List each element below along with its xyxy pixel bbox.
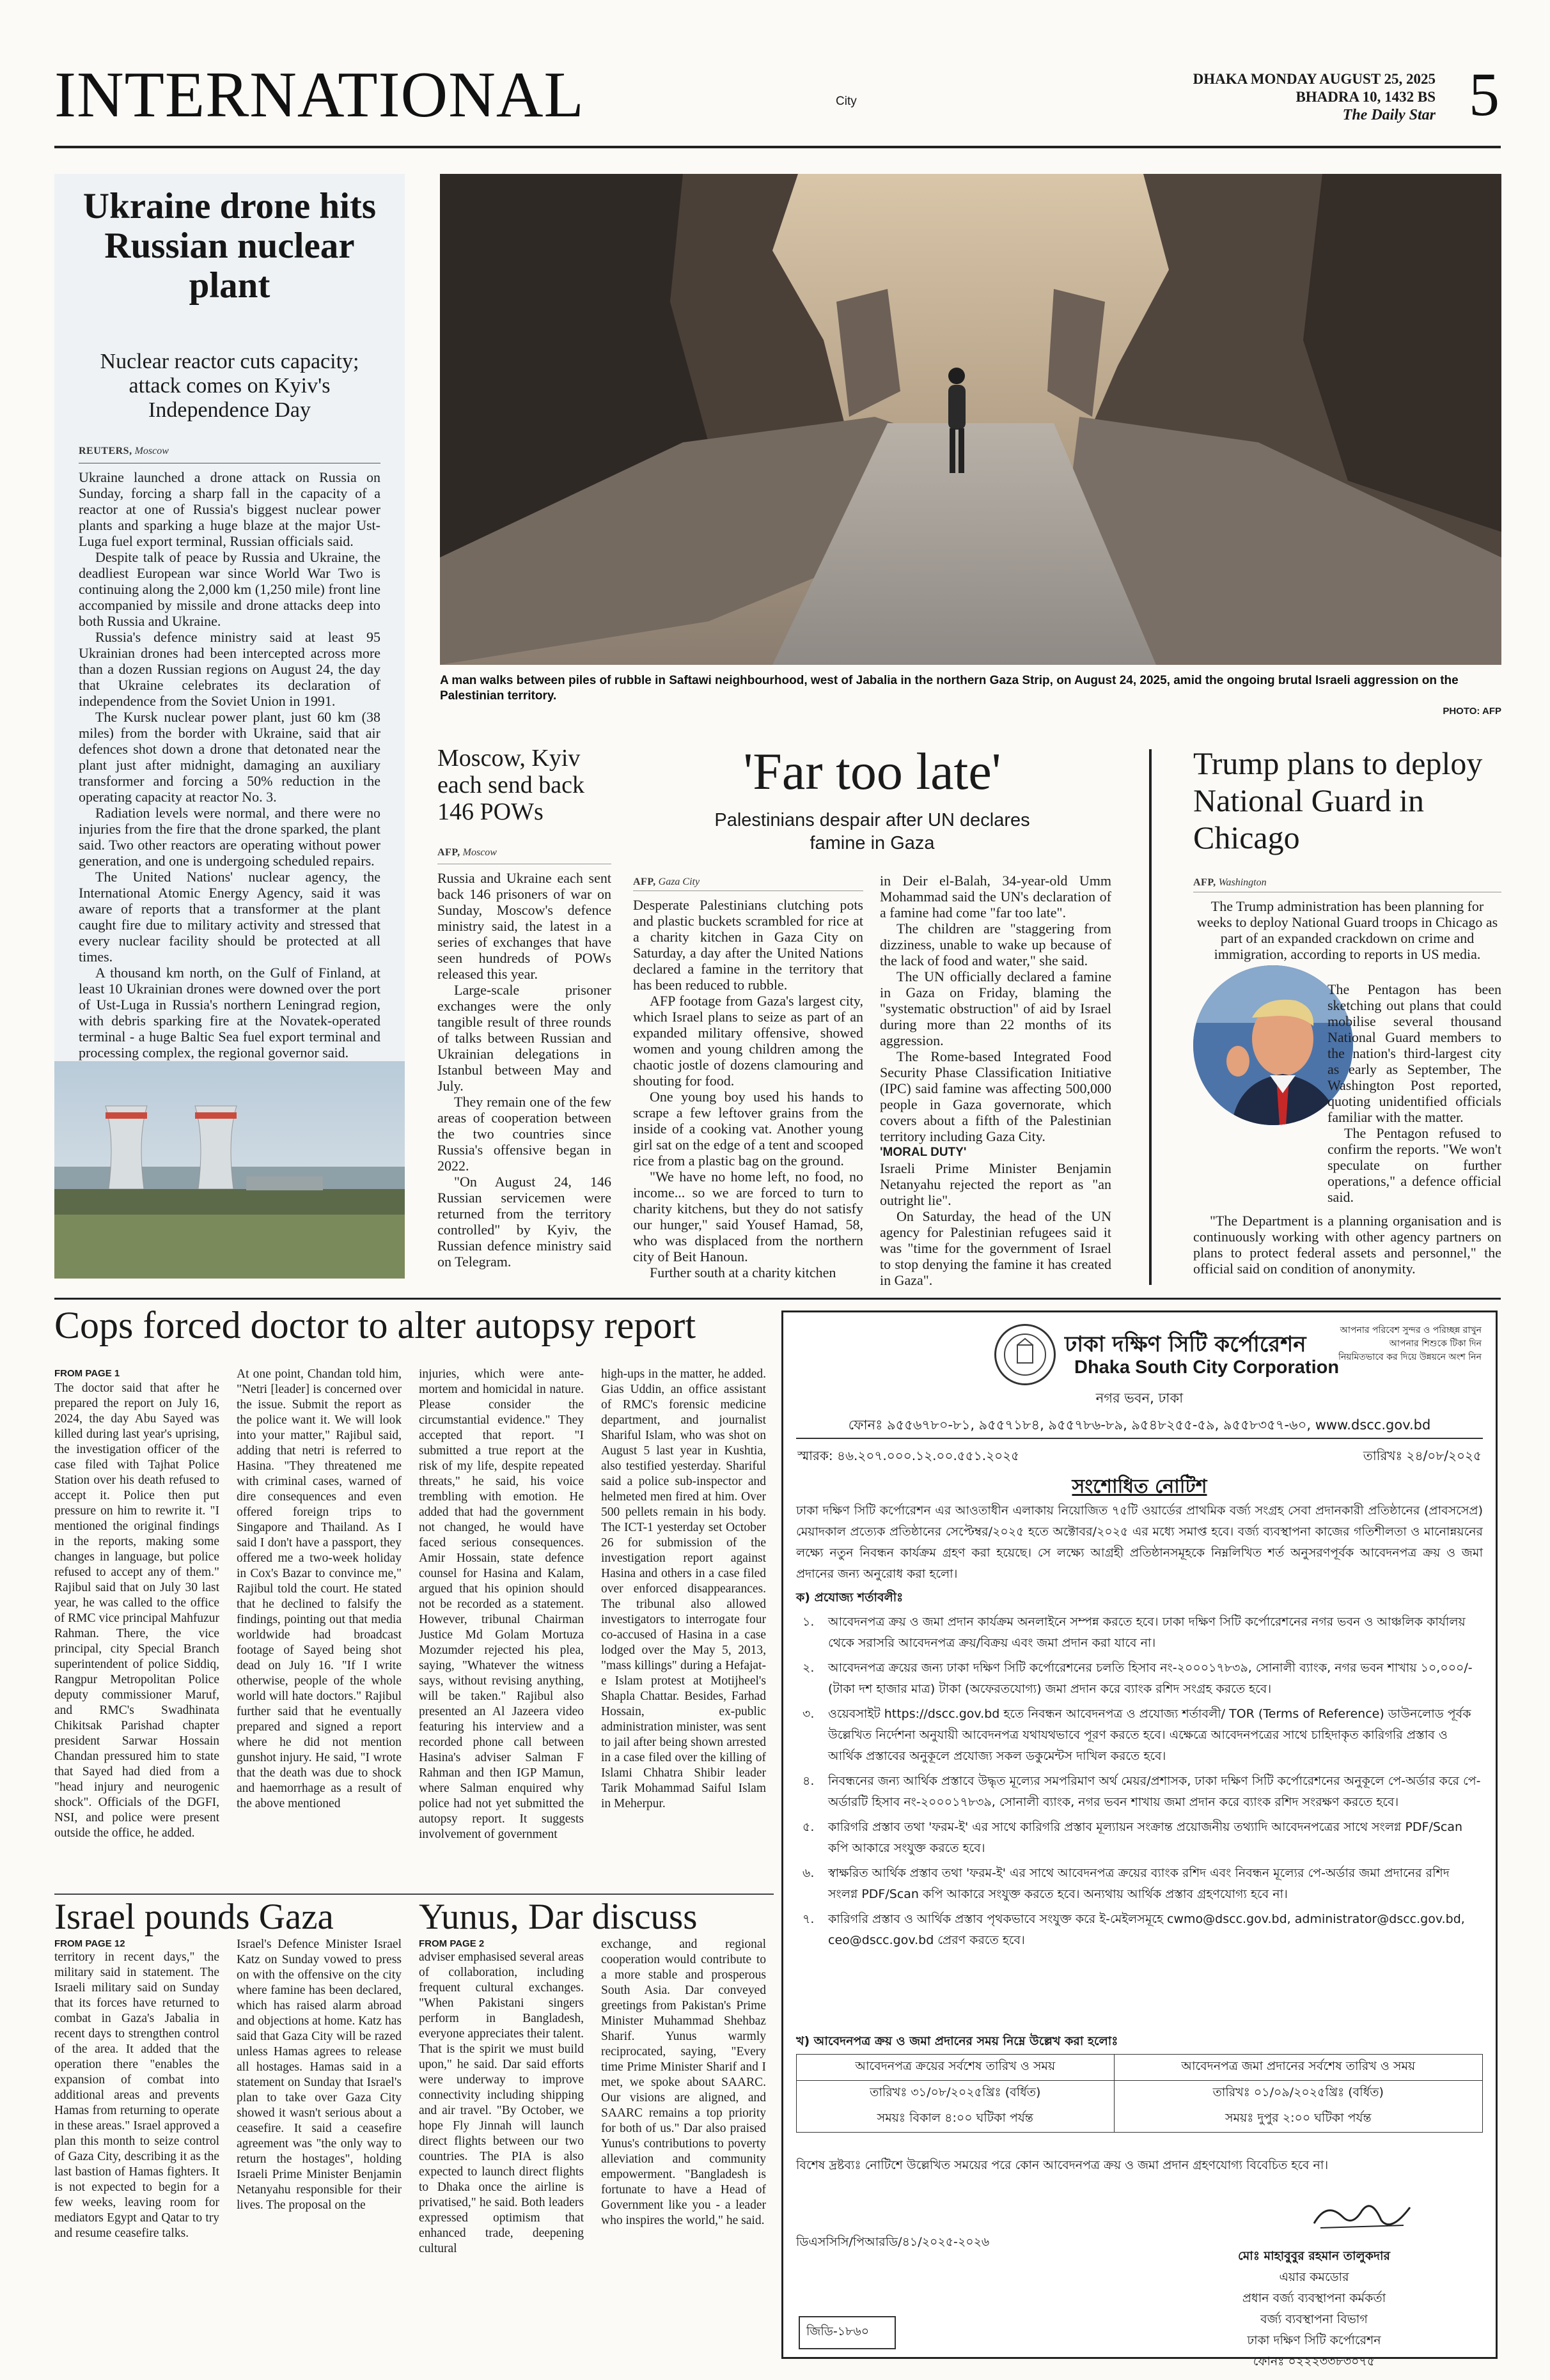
nuclear-plant-image (54, 1061, 405, 1279)
dscc-date: তারিখঃ ২৪/০৮/২০২৫ (1363, 1448, 1482, 1463)
condition-2-text: আবেদনপত্র ক্রয়ের জন্য ঢাকা দক্ষিণ সিটি কর্পোরেশনের চলতি হিসাব নং-২০০০১৭৮৩৯, সোনালী ব্যাংক, নগর ভবন শাখায় ১০,০০০/- (টাকা দশ হাজার মাত্র) টাকা (অফেরতযোগ্য) জমা প্রদান করে ব্যাংক রশিদ সংগ্রহ করতে হবে। (828, 1661, 1473, 1696)
condition-1-text: আবেদনপত্র ক্রয় ও জমা প্রদান কার্যক্রম অনলাইনে সম্পন্ন করতে হবে। ঢাকা দক্ষিণ সিটি কর্পোরেশনের নগর ভবন ও আঞ্চলিক কার্যালয় থেকে সরাসরি আবেদনপত্র ক্রয়/বিক্রয় এবং জমা প্রদান করা যাবে না। (828, 1615, 1466, 1650)
condition-7-text: কারিগরি প্রস্তাব ও আর্থিক প্রস্তাব পৃথকভাবে সংযুক্ত করে ই-মেইলসমূহে cwmo@dscc.gov.bd, administrator@dscc.gov.bd, ceo@dscc.gov.bd প্রেরণ করতে হবে। (828, 1912, 1465, 1947)
cops-bottom-rule (54, 1894, 774, 1895)
table-purchase-time: সময়ঃ বিকাল ৪:০০ ঘটিকা পর্যন্ত (797, 2106, 1115, 2133)
condition-3-text: ওয়েবসাইট https://dscc.gov.bd হতে নিবন্ধন আবেদনপত্র ও প্রযোজ্য শর্তাবলী/ TOR (Terms of Reference) ডাউনলোড পূর্বক উল্লেখিত নির্দেশনা অনুযায়ী আবেদনপত্র যথাযথভাবে পূরণ করতে হবে। এক্ষেত্রে আবেদনপত্রের সাথে চাহিদাকৃত কারিগরি প্রস্তাব ও আর্থিক প্রস্তাবের অনুকূলে প্রযোজ্য সকল ডকুমেন্টস দাখিল করতে হবে। (828, 1707, 1471, 1763)
slogan-1: আপনার পরিবেশ সুন্দর ও পরিচ্ছন্ন রাখুন (1340, 1325, 1482, 1335)
condition-3-num: ৩. (802, 1707, 815, 1721)
ukraine-deck: Nuclear reactor cuts capacity; attack comes on Kyiv's Independence Day (100, 350, 359, 422)
yunus-story (419, 1897, 774, 2370)
dscc-logo (994, 1324, 1056, 1385)
dscc-phones: ফোনঃ ৯৫৫৬৭৮০-৮১, ৯৫৫৭১৮৪, ৯৫৫৭৮৬-৮৯, ৯৫৪৮২৫৫-৫৯, ৯৫৫৮৩৫৭-৬০, www.dscc.gov.bd (848, 1417, 1431, 1433)
page-number: 5 (1469, 60, 1499, 128)
condition-2 (796, 1658, 1483, 1700)
mid-rule (54, 1298, 1501, 1300)
trump-agency: AFP, (1193, 877, 1216, 888)
paper-logo: The Daily Star (1342, 107, 1436, 123)
condition-6-text: স্বাক্ষরিত আর্থিক প্রস্তাব তথা 'ফরম-ই' এর সাথে আবেদনপত্র ক্রয়ের ব্যাংক রশিদ এবং নিবন্ধন মূল্যের পে-অর্ডার জমা প্রদানের রশিদ সংলগ্ন PDF/Scan কপি আকারে সংযুক্ত করতে হবে। অন্যথায় আর্থিক প্রস্তাব গ্রহণযোগ্য হবে না। (828, 1866, 1450, 1901)
condition-7-num: ৭. (802, 1912, 815, 1926)
notice-section-b: খ) আবেদনপত্র ক্রয় ও জমা প্রদানের সময় নিম্নে উল্লেখ করা হলোঃ (796, 2034, 1118, 2048)
famine-deck: Palestinians despair after UN declares famine in Gaza (714, 810, 1030, 853)
gaza-rubble-image (440, 174, 1501, 665)
condition-3 (796, 1704, 1483, 1767)
ukraine-p5: Radiation levels were normal, and there were no injuries from the fire that the drone sparked, the plant said. Two other reactors are operating without power generation, and one is undergoing scheduled repairs. (79, 805, 380, 869)
pows-p4: "On August 24, 146 Russian servicemen were returned from the territory controlled" by Kyiv, the Russian defence ministry said on Telegram. (437, 1174, 611, 1270)
ukraine-body (79, 469, 380, 1061)
masthead (54, 51, 1499, 141)
israel-headline: Israel pounds Gaza (54, 1897, 334, 1937)
yunus-from: FROM PAGE 2 (419, 1938, 485, 1949)
signatory-name: মোঃ মাহাবুবুর রহমান তালুকদার (1238, 2249, 1390, 2263)
ukraine-p1: Ukraine launched a drone attack on Russia on Sunday, forcing a sharp fall in the capacity of a reactor at one of Russia's biggest nuclear power plants and sparking a huge blaze at the major Ust-Luga fuel export terminal, Russian officials said. (79, 469, 380, 549)
famine-c1p1: Desperate Palestinians clutching pots and plastic buckets scrambled for rice at a charity kitchen in Gaza City on Saturday, a day after the United Nations declared a famine in the territory that has been reduced to rubble. (633, 897, 863, 993)
condition-2-num: ২. (802, 1661, 815, 1675)
ukraine-agency: REUTERS, (79, 446, 132, 456)
dscc-notice (781, 1311, 1498, 2368)
condition-1 (796, 1612, 1483, 1654)
table-header-purchase: আবেদনপত্র ক্রয়ের সর্বশেষ তারিখ ও সময় (797, 2055, 1115, 2081)
signatory-designation: প্রধান বর্জ্য ব্যবস্থাপনা কর্মকর্তা (1242, 2291, 1386, 2305)
condition-5 (796, 1817, 1483, 1859)
ukraine-credit (79, 446, 169, 457)
famine-c2p1: in Deir el-Balah, 34-year-old Umm Mohammad said the UN's declaration of a famine had come "far too late". (880, 873, 1111, 921)
famine-c1p2: AFP footage from Gaza's largest city, which Israel plans to seize as part of an expanded military offensive, showed women and young children among the chaotic jostle of dozens clamouring and shouting for food. (633, 993, 863, 1089)
trump-dateline: Washington (1218, 877, 1267, 888)
signatory-rank: এয়ার কমডোর (1279, 2270, 1349, 2284)
yunus-col2: exchange, and regional cooperation would contribute to a more stable and prosperous South Asia. Dar conveyed greetings from Pakistan's Prime Minister Muhammad Shehbaz Sharif. Yunus warmly reciprocated, saying, "Every time Prime Minister Sharif and I met, we spoke about SAARC. Our visions are aligned, and SAARC remains a top priority for both of us." Dar also praised Yunus's contributions to poverty alleviation and community empowerment. "Bangladesh is fortunate to have a Head of Government like you - a leader who inspires the world," he said. (601, 1938, 766, 2227)
pows-headline: Moscow, Kyiv each send back 146 POWs (437, 745, 584, 825)
israel-col1: territory in recent days," the military said in statement. The Israeli military said on Sunday that its forces have returned to combat in Gaza's Jabalia in recent days to strengthen control of the area. It added that the operation there "enables the expansion of combat into additional areas and prevents Hamas from returning to operate in these areas." Israel approved a plan this month to seize control of Gaza City, describing it as the last bastion of Hamas fighters. It is not expected to begin for a few weeks, leaving room for mediators Egypt and Qatar to try and resume ceasefire talks. (54, 1950, 219, 2240)
ukraine-headline: Ukraine drone hits Russian nuclear plant (82, 186, 377, 306)
famine-col2 (880, 873, 1111, 1288)
pows-p3: They remain one of the few areas of cooperation between the two countries since Russia's offensive began in 2022. (437, 1094, 611, 1174)
dscc-org-en: Dhaka South City Corporation (1074, 1357, 1340, 1378)
notice-conditions (796, 1612, 1483, 1955)
famine-col1 (633, 897, 863, 1280)
yunus-headline: Yunus, Dar discuss (419, 1897, 698, 1937)
notice-section-a: ক) প্রযোজ্য শর্তাবলীঃ (796, 1591, 904, 1605)
signatory-department: বর্জ্য ব্যবস্থাপনা বিভাগ (1260, 2312, 1368, 2326)
date: DHAKA MONDAY AUGUST 25, 2025 (1193, 71, 1436, 87)
famine-credit (633, 876, 700, 888)
table-purchase-date: তারিখঃ ৩১/০৮/২০২৫খ্রিঃ (বর্ধিত) (797, 2081, 1115, 2107)
table-header-submit: আবেদনপত্র জমা প্রদানের সর্বশেষ তারিখ ও সময় (1114, 2055, 1482, 2081)
pows-agency: AFP, (437, 847, 460, 858)
table-submit-time: সময়ঃ দুপুর ২:০০ ঘটিকা পর্যন্ত (1114, 2106, 1482, 2133)
notice-special: বিশেষ দ্রষ্টব্যঃ নোটিশে উল্লেখিত সময়ের পরে কোন আবেদনপত্র ক্রয় ও জমা প্রদান গ্রহণযোগ্য বিবেচিত হবে না। (796, 2158, 1329, 2172)
trump-divider (1149, 749, 1152, 1285)
famine-headline: 'Far too late' (743, 742, 1001, 800)
trump-p3: "The Department is a planning organisation and is continuously working with other agency partners on plans to protect federal assets and personnel," the official said on condition of anonymity. (1193, 1213, 1501, 1277)
trump-headline: Trump plans to deploy National Guard in Chicago (1193, 745, 1483, 855)
famine-agency: AFP, (633, 876, 656, 887)
israel-story (54, 1897, 403, 2370)
dscc-header-rule (796, 1438, 1483, 1439)
pows-dateline: Moscow (462, 847, 497, 858)
nuclear-plant-photo (54, 1061, 405, 1279)
ukraine-p4: The Kursk nuclear power plant, just 60 km (38 miles) from the border with Ukraine, said that air defences shot down a drone that detonated near the plant just after midnight, damaging an auxiliary transformer and forcing a 50% reduction in the operating capacity at reactor No. 3. (79, 709, 380, 805)
trump-wrap-p2: The Pentagon refused to confirm the reports. "We won't speculate on further operations," a defence official said. (1327, 1125, 1501, 1205)
notice-ref: ডিএসসিসি/পিআরডি/৪১/২০২৫-২০২৬ (796, 2235, 990, 2249)
signatory-phone: ফোনঃ ০২২২৩৩৮৩০৭৫ (1253, 2354, 1375, 2368)
gaza-photo-caption: A man walks between piles of rubble in Saftawi neighbourhood, west of Jabalia in the northern Gaza Strip, on August 24, 2025, amid the ongoing brutal Israeli aggression on the Palestinian territory. (440, 674, 1459, 703)
bhadra-date: BHADRA 10, 1432 BS (1296, 89, 1436, 105)
dscc-emblem-icon (996, 1326, 1054, 1383)
pows-p1: Russia and Ukraine each sent back 146 prisoners of war on Sunday, Moscow's defence ministry said, the latest in a series of exchanges that have seen hundreds of POWs released this year. (437, 870, 611, 982)
cops-col3: injuries, which were ante-mortem and homicidal in nature. Please consider the circumstantial evidence." They accepted that report. "I submitted a true report at the risk of my life, despite repeated threats," he said, his voice trembling with emotion. He added that had the government not changed, he would have faced serious consequences. Amir Hossain, state defence counsel for Hasina and Kalam, argued that his opinion should not be recorded as a statement. However, tribunal Chairman Justice Md Golam Mortuza Mozumder rejected his plea, saying, "Whatever the witness says, without revising anything, will be taken." Rajibul also presented an Al Jazeera video featuring his interview and a recorded phone call between Hasina's adviser Salman F Rahman and then IGP Mamun, where Salman enquired why police had not yet submitted the autopsy report. It suggests involvement of government (419, 1367, 584, 1841)
cops-from: FROM PAGE 1 (54, 1368, 120, 1379)
dateline (1193, 70, 1436, 124)
ukraine-p2: Despite talk of peace by Russia and Ukraine, the deadliest European war since World War Two is continuing along the 2,000 km (1,250 mile) front line accompanied by missile and drone attacks deep into both Russia and Ukraine. (79, 549, 380, 629)
signature-image (1308, 2195, 1416, 2239)
ukraine-p3: Russia's defence ministry said at least 95 Ukrainian drones had been intercepted across more than a dozen Russian regions on August 24, the day that Ukraine celebrates its declaration of independence from the Soviet Union in 1991. (79, 629, 380, 709)
pows-story (437, 745, 611, 1288)
notice-title: সংশোধিত নোটিশ (1072, 1475, 1207, 1498)
condition-4-num: ৪. (802, 1774, 815, 1788)
famine-c2p3: The UN officially declared a famine in Gaza on Friday, blaming the "systematic obstruction" of aid by Israel during more than 22 months of its aggression. (880, 968, 1111, 1048)
famine-c2p2: The children are "staggering from dizziness, unable to wake up because of the lack of food and water," she said. (880, 921, 1111, 968)
pows-body (437, 870, 611, 1270)
trump-credit (1193, 877, 1267, 889)
dscc-address: নগর ভবন, ঢাকা (1095, 1390, 1184, 1406)
slogan-2: আপনার শিশুকে টিকা দিন (1389, 1339, 1482, 1349)
famine-subhead: 'MORAL DUTY' (880, 1146, 967, 1159)
condition-4 (796, 1771, 1483, 1813)
famine-story (633, 742, 1111, 1288)
israel-col2: Israel's Defence Minister Israel Katz on Sunday vowed to press on with the offensive on the city where famine has been declared, which has raised alarm abroad and objections at home. Katz has said that Gaza City will be razed unless Hamas agrees to release all hostages. Hamas said in a statement on Sunday that Israel's plan to take over Gaza City showed it wasn't serious about a ceasefire. It said a ceasefire agreement was "the only way to return the hostages", holding Israeli Prime Minister Benjamin Netanyahu responsible for their lives. The proposal on the (237, 1938, 402, 2212)
signatory-org: ঢাকা দক্ষিণ সিটি কর্পোরেশন (1247, 2333, 1381, 2347)
signature (1308, 2195, 1416, 2239)
gaza-photo-credit: PHOTO: AFP (1443, 706, 1501, 717)
famine-c1p4: "We have no home left, no food, no income... so we are forced to turn to charity kitchens, but they do not satisfy our hunger," said Yousef Hamad, 58, who was displaced from the northern city of Beit Hanoun. (633, 1169, 863, 1264)
pows-credit (437, 847, 497, 859)
ukraine-p6: The United Nations' nuclear agency, the International Atomic Energy Agency, said it was aware of reports that a transformer at the plant caught fire due to military activity and stressed that every nuclear facility should be protected at all times. (79, 869, 380, 965)
ukraine-p7: A thousand km north, on the Gulf of Finland, at least 10 Ukrainian drones were downed over the port of Ust-Luga in Russia's northern Leningrad region, with debris sparking fire at the Novatek-operated terminal - a huge Baltic Sea fuel export terminal and processing complex, the regional governor said. (79, 965, 380, 1061)
trump-wrap-p1: The Pentagon has been sketching out plans that could mobilise several thousand National Guard members to the nation's third-largest city as early as September, The Washington Post reported, quoting unidentified officials familiar with the matter. (1327, 981, 1501, 1125)
famine-c1p5: Further south at a charity kitchen (650, 1264, 836, 1280)
table-submit-date: তারিখঃ ০১/০৯/২০২৫খ্রিঃ (বর্ধিত) (1114, 2081, 1482, 2107)
cops-col2: At one point, Chandan told him, "Netri [leader] is concerned over the issue. Submit the report as the police want it. We will look into your matter," Rajibul said, adding that netri is referred to Hasina. "They threatened me with criminal cases, warned of dire consequences and even offered foreign trips to Singapore and Thailand. As I said I don't have a passport, they offered me a two-week holiday in Cox's Bazar to convince me," Rajibul told the court. He stated that he declined to falsify the findings, pointing out that media worldwide had broadcast footage of Sayed being shot dead on July 16. "If I write otherwise, people of the whole world will hate doctors." Rajibul further said that he eventually prepared and signed a report where he did not mention gunshot injury. He said, "I wrote that the death was due to shock and haemorrhage as a result of the above mentioned (237, 1367, 402, 1810)
famine-c2bp2: On Saturday, the head of the UN agency for Palestinian refugees said it was "time for the government of Israel to stop denying the famine it has created in Gaza". (880, 1208, 1111, 1288)
dscc-slogans (1338, 1324, 1482, 1364)
condition-5-num: ৫. (802, 1820, 815, 1834)
section-title: INTERNATIONAL (54, 59, 584, 131)
pows-p2: Large-scale prisoner exchanges were the only tangible result of three rounds of talks between Russian and Ukrainian delegations in Istanbul between May and July. (437, 982, 611, 1094)
condition-6-num: ৬. (802, 1866, 815, 1880)
slogan-3: নিয়মিতভাবে কর দিয়ে উন্নয়নে অংশ নিন (1338, 1352, 1482, 1362)
famine-c2p4: The Rome-based Integrated Food Security Phase Classification Initiative (IPC) said famine was affecting 500,000 people in Gaza governorate, which covers about a fifth of the Palestinian territory including Gaza City. (880, 1048, 1111, 1144)
notice-schedule-table (796, 2054, 1483, 2133)
trump-wrap (1327, 981, 1501, 1205)
ukraine-dateline: Moscow (134, 446, 169, 456)
condition-4-text: নিবন্ধনের জন্য আর্থিক প্রস্তাবে উদ্ধৃত মূল্যের সমপরিমাণ অর্থ মেয়র/প্রশাসক, ঢাকা দক্ষিণ সিটি কর্পোরেশনের অনুকূলে পে-অর্ডার করে পে-অর্ডারটি হিসাব নং-২০০০১৭৮৩৯, সোনালী ব্যাংক, নগর ভবন শাখায় জমা প্রদান করে ব্যাংক রশিদ সংরক্ষণ করতে হবে। (828, 1774, 1481, 1809)
notice-gd: জিডি-১৮৬০ (799, 2316, 896, 2349)
trump-story (1193, 745, 1501, 1288)
trump-p1: The Trump administration has been planning for weeks to deploy National Guard troops in Chicago as part of an expanded crackdown on crime and immigration, according to reports in US media. (1196, 898, 1498, 962)
dscc-memo: স্মারক: ৪৬.২০৭.০০০.১২.০০.৫৫১.২০২৫ (797, 1448, 1020, 1463)
cops-story (54, 1304, 774, 1911)
gaza-photo (440, 174, 1501, 665)
famine-dateline: Gaza City (658, 876, 700, 887)
condition-7 (796, 1909, 1483, 1951)
dscc-org-bn: ঢাকা দক্ষিণ সিটি কর্পোরেশন (1065, 1332, 1306, 1357)
yunus-col1: adviser emphasised several areas of collaboration, including frequent cultural exchanges. "When Pakistani singers perform in Bangladesh, everyone appreciates their talent. That is the spirit we must build upon," he said. Dar said efforts were underway to improve connectivity including shipping and air travel. "By October, we hope Fly Jinnah will launch direct flights between our two countries. The PIA is also expected to launch direct flights to Dhaka once the airline is privatised," he said. Both leaders expressed optimism that enhanced trade, deepening cultural (419, 1950, 584, 2255)
condition-6 (796, 1863, 1483, 1905)
notice-intro: ঢাকা দক্ষিণ সিটি কর্পোরেশন এর আওতাধীন এলাকায় নিয়োজিত ৭৫টি ওয়ার্ডের প্রাথমিক বর্জ্য সংগ্রহ সেবা প্রদানকারী প্রতিষ্ঠানের (প্রাবসসেপ্র) মেয়াদকাল প্রত্যেক প্রতিষ্ঠানের সেপ্টেম্বর/২০২৫ হতে অক্টোবর/২০২৫ এর মধ্যে সমাপ্ত হবে। বর্জ্য ব্যবস্থাপনা কাজের গতিশীলতা ও মানোন্নয়নের লক্ষ্যে নতুন নিবন্ধন কার্যক্রম গ্রহণ করা হয়েছে। সে লক্ষ্যে আগ্রহী প্রতিষ্ঠানসমূহকে নিম্নলিখিত শর্ত অনুসরণপূর্বক আবেদনপত্র ক্রয় ও জমা প্রদানের জন্য অনুরোধ করা হলো। (796, 1504, 1483, 1581)
condition-5-text: কারিগরি প্রস্তাব তথা 'ফরম-ই' এর সাথে কারিগরি প্রস্তাব মূল্যায়ন সংক্রান্ত প্রয়োজনীয় তথ্যাদি আবেদনপত্রের সাথে সংলগ্ন PDF/Scan কপি আকারে সংযুক্ত করতে হবে। (828, 1820, 1463, 1855)
city-label: City (836, 95, 857, 108)
condition-1-num: ১. (802, 1615, 815, 1629)
famine-c2bp1: Israeli Prime Minister Benjamin Netanyahu rejected the report as "an outright lie". (880, 1160, 1111, 1208)
cops-col1: The doctor said that after he prepared the report on July 16, 2024, the day Abu Sayed was killed during last year's uprising, the investigation officer of the case filed with Tajhat Police Station over his death refused to accept it. Police then put pressure on him to rewrite it. "I mentioned the original findings in the reports, making some changes in language, but police refused to accept any of them." Rajibul said that on July 30 last year, he was called to the office of RMC vice principal Mahfuzur Rahman. There, the vice principal, city Special Branch superintendent of police Siddiq, Rangpur Metropolitan Police deputy commissioner Maruf, and RMC's Swadhinata Chikitsak Parishad chapter president Sarwar Hossain Chandan pressured him to state that Sayed had died from a "head injury and neurogenic shock". Officials of the DGFI, NSI, and police were present outside the office, he added. (54, 1381, 219, 1840)
famine-c1p3: One young boy used his hands to scrape a few leftover grains from the inside of a cooking vat. Another young girl sat on the edge of a tent and scooped rice from a plastic bag on the ground. (633, 1089, 863, 1169)
signatory-block (1141, 2246, 1487, 2372)
cops-col4: high-ups in the matter, he added. Gias Uddin, an office assistant of RMC's forensic medicine department, and journalist Shariful Islam, who was shot on August 5 last year in Kushtia, also testified yesterday. Shariful said a police sub-inspector and helmeted men fired at him. Over 500 pellets remain in his body. The ICT-1 yesterday set October 26 for submission of the investigation report against Hasina and others in a case filed over enforced disappearances. The tribunal also allowed investigators to interrogate four co-accused of Hasina in a case lodged over the May 5, 2013, "mass killings" during a Hefajat-e Islam protest at Motijheel's Shapla Chattar. Besides, Farhad Hossain, ex-public administration minister, was sent to jail after being shown arrested in a case filed over the killing of Islami Chhatra Shibir leader Tarik Mohammad Saiful Islam in Meherpur. (601, 1367, 766, 1810)
cops-headline: Cops forced doctor to alter autopsy report (54, 1304, 696, 1346)
masthead-rule (54, 146, 1501, 148)
israel-from: FROM PAGE 12 (54, 1938, 125, 1949)
ukraine-story (54, 174, 405, 1279)
